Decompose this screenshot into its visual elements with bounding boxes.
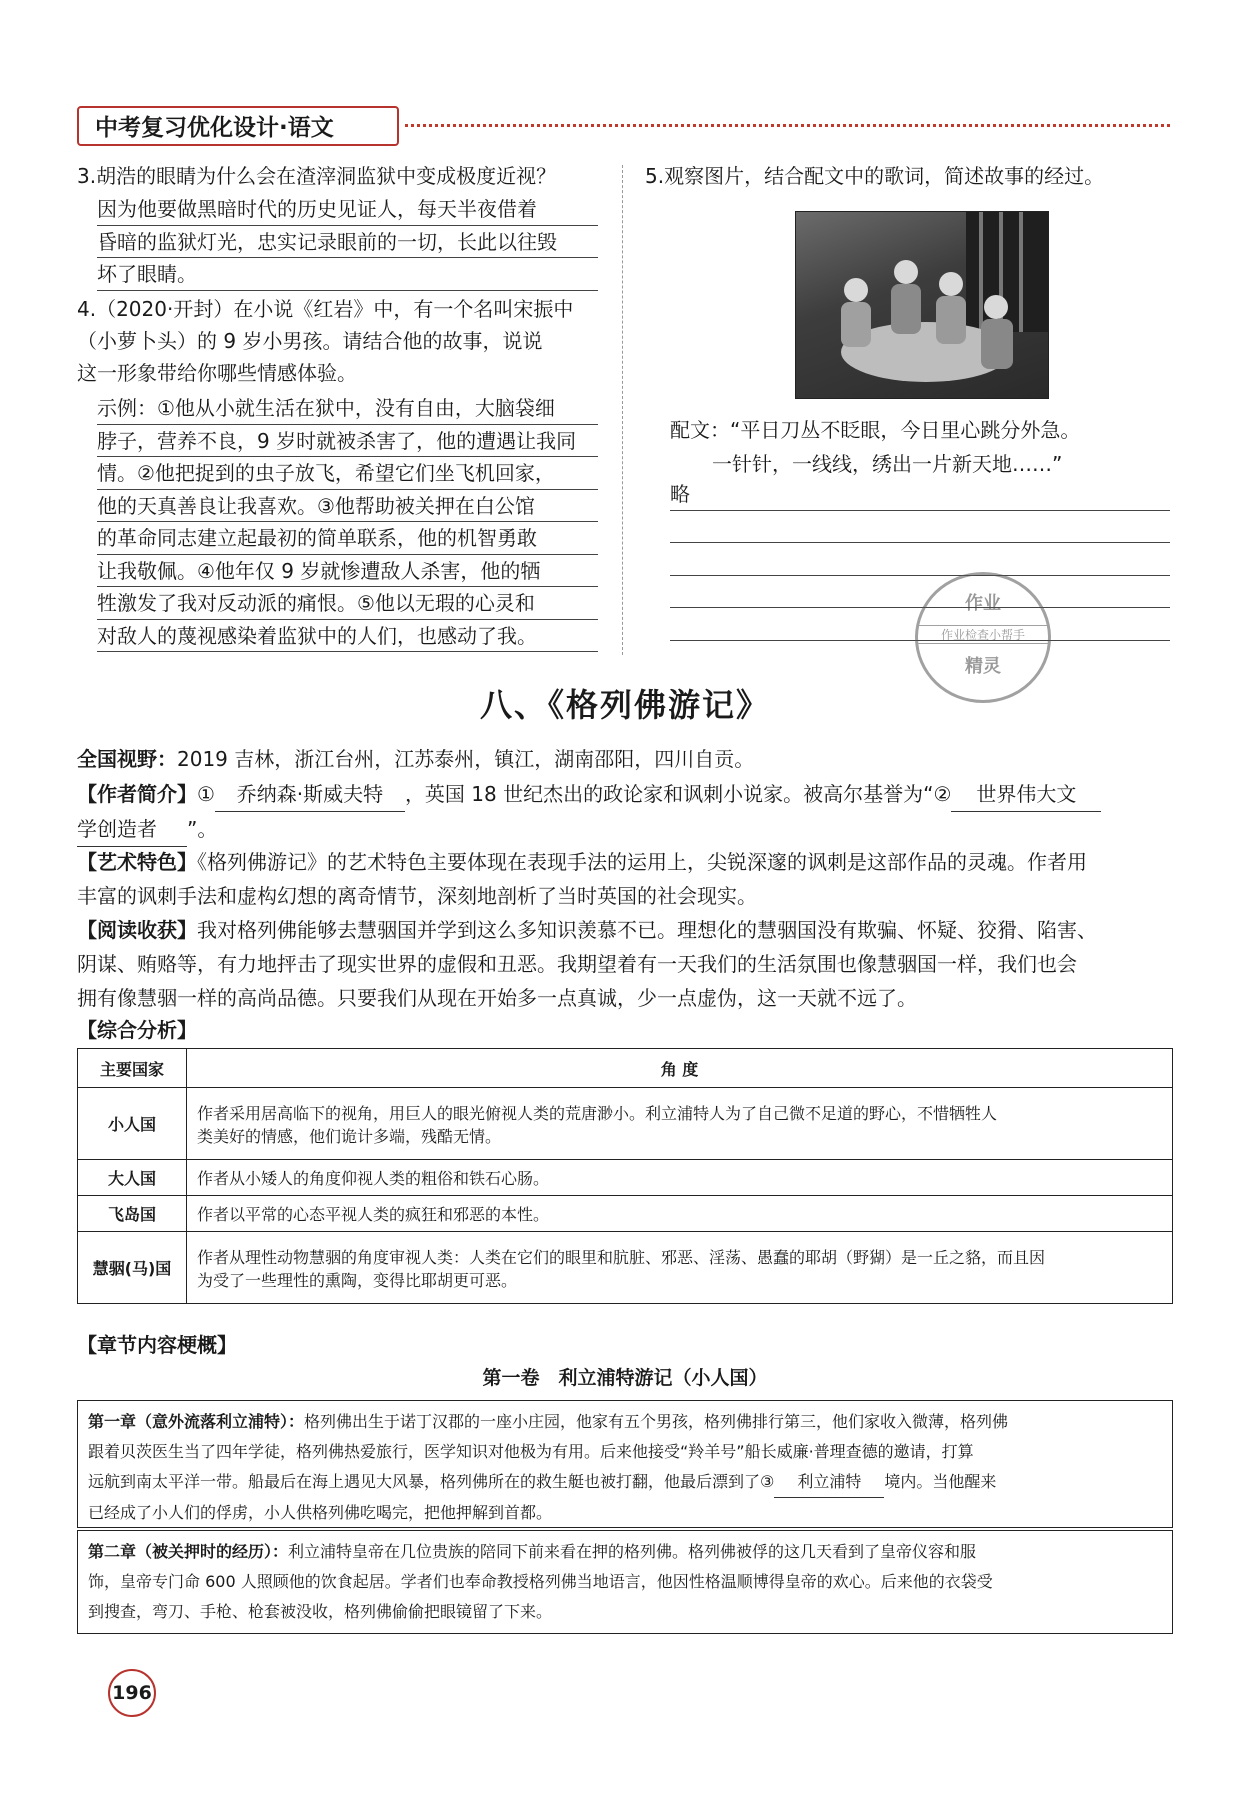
analysis-table — [77, 1048, 1173, 1304]
gorky-praise-blank-cont: 学创造者 — [77, 812, 187, 847]
chapter-1-text: 远航到南太平洋一带。船最后在海上遇见大风暴，格列佛所在的救生艇也被打翻，他最后漂到了③ — [88, 1472, 775, 1491]
author-name-blank: 乔纳森·斯威夫特 — [215, 777, 405, 812]
chapter-1-text: 跟着贝茨医生当了四年学徒，格列佛热爱旅行，医学知识对他极为有用。后来他接受“羚羊号”船长威廉·普理查德的邀请，打算 — [88, 1442, 974, 1461]
question-4 — [77, 293, 617, 389]
national-view-label: 全国视野： — [77, 747, 177, 771]
chapter-2-label: 第二章（被关押时的经历）： — [88, 1542, 289, 1561]
reading-gains-text: 我对格列佛能够去慧骃国并学到这么多知识羡慕不已。理想化的慧骃国没有欺骗、怀疑、狡猾、陷害、 — [197, 918, 1097, 942]
table-cell-text: 作者采用居高临下的视角，用巨人的眼光俯视人类的荒唐渺小。利立浦特人为了自己微不足道的野心，不惜牺牲人 类美好的情感，他们诡计多端，残酷无情。 — [187, 1088, 1173, 1160]
stamp-text-bottom: 精灵 — [965, 656, 1001, 677]
answer-4-line: 情。②他把捉到的虫子放飞，希望它们坐飞机回家， — [97, 457, 598, 490]
table-cell-country: 大人国 — [78, 1160, 187, 1196]
chapter-1-box — [77, 1400, 1173, 1528]
chapter-1-text: 已经成了小人们的俘虏，小人供格列佛吃喝完，把他押解到首都。 — [88, 1503, 553, 1522]
table-header-country: 主要国家 — [78, 1049, 187, 1088]
stamp-text-top: 作业 — [965, 593, 1001, 614]
section-title: 八、《格列佛游记》 — [479, 686, 770, 724]
photo-caption-1: 配文：“平日刀丛不眨眼，今日里心跳分外急。 — [670, 418, 1081, 442]
header-dotted-rule — [405, 124, 1170, 127]
question-4-line: （小萝卜头）的 9 岁小男孩。请结合他的故事，说说 — [77, 329, 543, 353]
answer-3-line: 因为他要做黑暗时代的历史见证人，每天半夜借着 — [97, 193, 598, 226]
author-intro-label: 【作者简介】 — [77, 782, 197, 806]
answer-3-line: 坏了眼睛。 — [97, 258, 598, 291]
column-divider — [622, 165, 623, 655]
answer-3 — [97, 193, 598, 291]
question-4-line: 这一形象带给你哪些情感体验。 — [77, 361, 357, 385]
photo-caption-2: 一针针，一线线，绣出一片新天地……” — [712, 452, 1063, 476]
chapter-2-text: 饰，皇帝专门命 600 人照顾他的饮食起居。学者们也奉命教授格列佛当地语言，他因性格温顺博得皇帝的欢心。后来他的衣袋受 — [88, 1572, 993, 1591]
art-features-text: 《格列佛游记》的艺术特色主要体现在表现手法的运用上，尖锐深邃的讽刺是这部作品的灵魂。作者用 — [197, 850, 1087, 874]
table-cell-country: 慧骃(马)国 — [78, 1232, 187, 1304]
answer-4-line: 对敌人的蔑视感染着监狱中的人们，也感动了我。 — [97, 620, 598, 653]
reading-gains-label: 【阅读收获】 — [77, 918, 197, 942]
table-cell-country: 飞岛国 — [78, 1196, 187, 1232]
answer-5-line — [670, 511, 1170, 544]
art-features-text: 丰富的讽刺手法和虚构幻想的离奇情节，深刻地剖析了当时英国的社会现实。 — [77, 884, 757, 908]
table-header-angle: 角 度 — [187, 1049, 1173, 1088]
answer-4-line: 牲激发了我对反动派的痛恨。⑤他以无瑕的心灵和 — [97, 587, 598, 620]
book-header-title: 中考复习优化设计·语文 — [77, 106, 399, 146]
table-cell-country: 小人国 — [78, 1088, 187, 1160]
answer-4-line: 脖子，营养不良，9 岁时就被杀害了，他的遭遇让我同 — [97, 425, 598, 458]
question-4-line: 4.（2020·开封）在小说《红岩》中，有一个名叫宋振中 — [77, 297, 574, 321]
chapter-summary-label: 【章节内容梗概】 — [77, 1333, 237, 1357]
answer-4-line: 的革命同志建立起最初的简单联系，他的机智勇敢 — [97, 522, 598, 555]
reading-gains — [77, 913, 1177, 1015]
chapter-2-box — [77, 1530, 1173, 1634]
reading-gains-text: 拥有像慧骃一样的高尚品德。只要我们从现在开始多一点真诚，少一点虚伪，这一天就不远了。 — [77, 986, 917, 1010]
answer-3-line: 昏暗的监狱灯光，忠实记录眼前的一切，长此以往毁 — [97, 226, 598, 259]
question-5: 5.观察图片，结合配文中的歌词，简述故事的经过。 — [645, 164, 1105, 188]
reading-gains-text: 阴谋、贿赂等，有力地抨击了现实世界的虚假和丑恶。我期望着有一天我们的生活氛围也像慧骃国一样，我们也会 — [77, 952, 1077, 976]
table-cell-text: 作者从小矮人的角度仰视人类的粗俗和铁石心肠。 — [187, 1160, 1173, 1196]
gorky-praise-blank: 世界伟大文 — [951, 777, 1101, 812]
chapter-2-text: 到搜查，弯刀、手枪、枪套被没收，格列佛偷偷把眼镜留了下来。 — [88, 1602, 553, 1621]
table-row — [78, 1196, 1173, 1232]
stamp-text-mid: 作业检查小帮手 — [918, 625, 1048, 644]
embroidery-scene-photo — [795, 211, 1049, 399]
chapter-1-text: 格列佛出生于诺丁汉郡的一座小庄园，他家有五个男孩，格列佛排行第三，他们家收入微薄，格列佛 — [304, 1412, 1009, 1431]
chapter-1-blank: 利立浦特 — [774, 1467, 884, 1498]
author-intro — [77, 777, 1177, 847]
answer-4-line: 他的天真善良让我喜欢。③他帮助被关押在白公馆 — [97, 490, 598, 523]
page-number: 196 — [108, 1669, 156, 1717]
art-features — [77, 845, 1177, 913]
table-cell-text: 作者从理性动物慧骃的角度审视人类：人类在它们的眼里和肮脏、邪恶、淫荡、愚蠢的耶胡（野猢）是一丘之貉，而且因 为受了一些理性的熏陶，变得比耶胡更可恶。 — [187, 1232, 1173, 1304]
analysis-label: 【综合分析】 — [77, 1018, 197, 1042]
photo-illustration — [796, 212, 1048, 398]
national-view-text: 2019 吉林，浙江台州，江苏泰州，镇江，湖南邵阳，四川自贡。 — [177, 747, 755, 771]
author-intro-text: ① — [197, 782, 215, 806]
table-row — [78, 1232, 1173, 1304]
author-intro-text: ，英国 18 世纪杰出的政论家和讽刺小说家。被高尔基誉为“② — [404, 782, 952, 806]
question-3: 3.胡浩的眼睛为什么会在渣滓洞监狱中变成极度近视？ — [77, 164, 557, 188]
answer-5-line — [670, 543, 1170, 576]
art-features-label: 【艺术特色】 — [77, 850, 197, 874]
table-row — [78, 1088, 1173, 1160]
table-cell-text: 作者以平常的心态平视人类的疯狂和邪恶的本性。 — [187, 1196, 1173, 1232]
chapter-2-text: 利立浦特皇帝在几位贵族的陪同下前来看在押的格列佛。格列佛被俘的这几天看到了皇帝仪容和服 — [288, 1542, 977, 1561]
answer-5-line: 略 — [670, 478, 1170, 511]
answer-4-line: 示例：①他从小就生活在狱中，没有自由，大脑袋细 — [97, 392, 598, 425]
chapter-1-text: 境内。当他醒来 — [884, 1472, 997, 1491]
answer-4 — [97, 392, 598, 652]
author-intro-text: ”。 — [187, 817, 218, 841]
national-view — [77, 742, 1177, 776]
table-row — [78, 1160, 1173, 1196]
volume-title: 第一卷 利立浦特游记（小人国） — [482, 1367, 768, 1389]
chapter-1-label: 第一章（意外流落利立浦特）： — [88, 1412, 305, 1431]
answer-4-line: 让我敬佩。④他年仅 9 岁就惨遭敌人杀害，他的牺 — [97, 555, 598, 588]
table-header-row — [78, 1049, 1173, 1088]
